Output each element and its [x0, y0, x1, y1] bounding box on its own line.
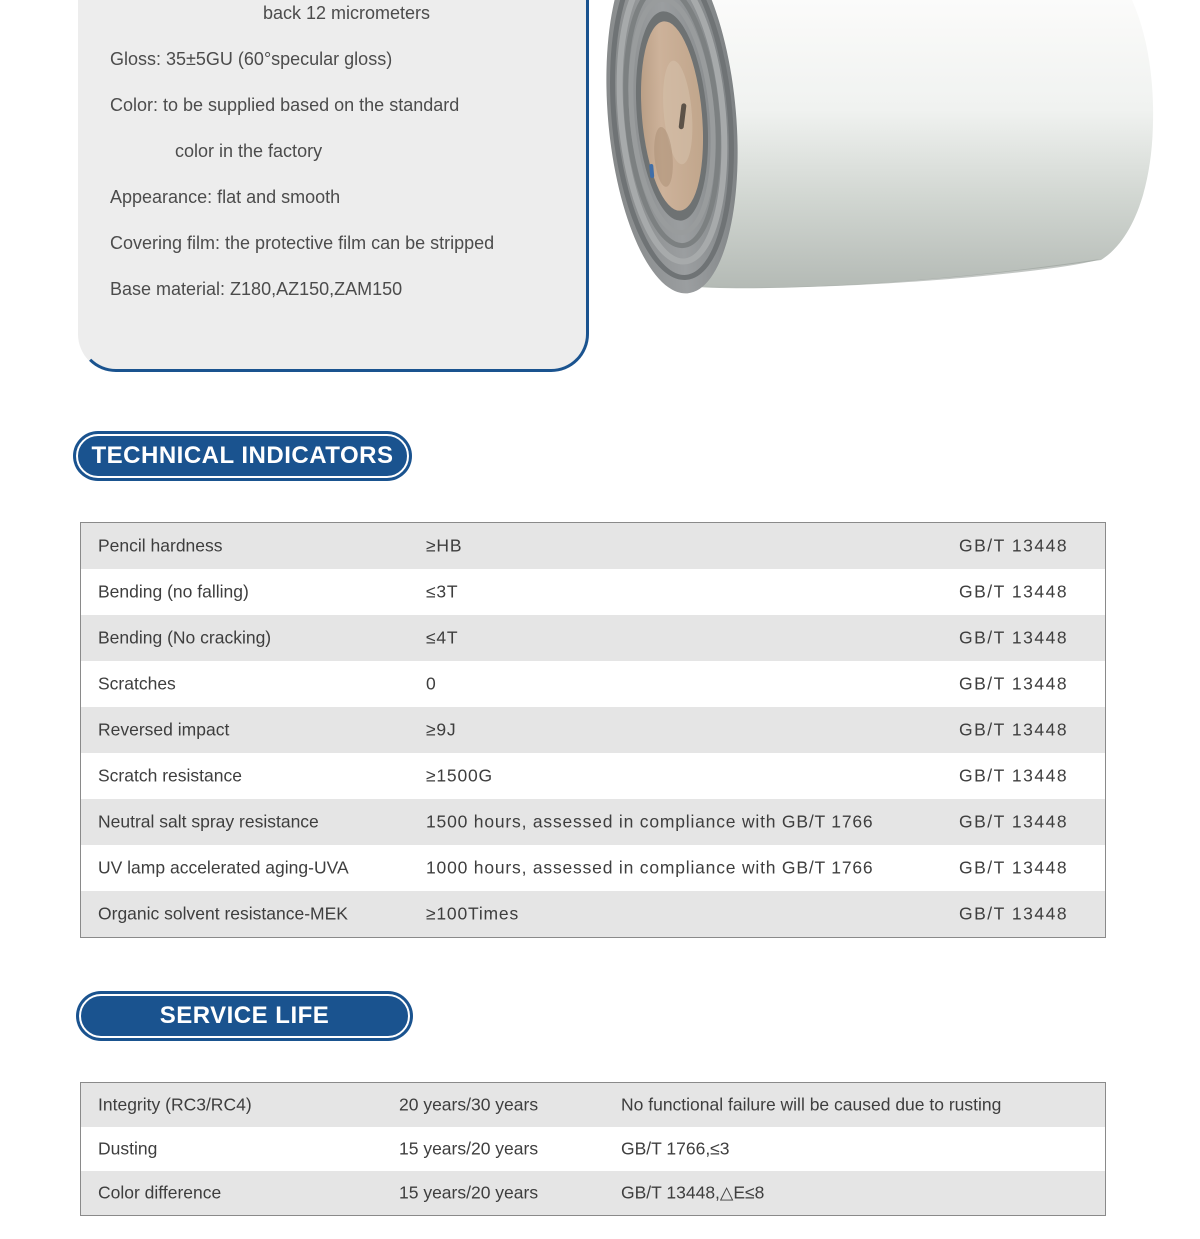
table-row — [81, 845, 1105, 891]
service-item-note: GB/T 13448,△E≤8 — [621, 1182, 765, 1203]
spec-line-gloss: Gloss: 35±5GU (60°specular gloss) — [110, 49, 393, 69]
product-spec-card — [78, 0, 589, 372]
indicator-value: ≤3T — [426, 581, 459, 602]
indicator-name: Neutral salt spray resistance — [98, 811, 319, 832]
indicator-name: Bending (No cracking) — [98, 627, 272, 648]
indicator-standard: GB/T 13448 — [959, 627, 1069, 648]
service-item-duration: 15 years/20 years — [399, 1182, 539, 1203]
table-row — [81, 1083, 1105, 1127]
service-item-duration: 20 years/30 years — [399, 1094, 539, 1115]
service-item-note: GB/T 1766,≤3 — [621, 1138, 730, 1159]
indicator-standard: GB/T 13448 — [959, 719, 1069, 740]
spec-line-base-material: Base material: Z180,AZ150,ZAM150 — [110, 279, 403, 299]
indicator-standard: GB/T 13448 — [959, 673, 1069, 694]
indicator-value: 1500 hours, assessed in compliance with GB/T 1766 — [426, 811, 874, 832]
table-row — [81, 707, 1105, 753]
table-row — [81, 1171, 1105, 1215]
indicator-name: UV lamp accelerated aging-UVA — [98, 857, 349, 878]
steel-coil-photo — [595, 0, 1175, 305]
table-row — [81, 799, 1105, 845]
indicator-standard: GB/T 13448 — [959, 811, 1069, 832]
table-row — [81, 1127, 1105, 1171]
indicator-value: ≥9J — [426, 719, 457, 740]
indicator-name: Reversed impact — [98, 719, 230, 740]
indicator-name: Bending (no falling) — [98, 581, 249, 602]
service-item-name: Integrity (RC3/RC4) — [98, 1094, 252, 1115]
service-item-name: Color difference — [98, 1182, 222, 1203]
section-badge-label: TECHNICAL INDICATORS — [91, 442, 394, 469]
spec-line-appearance: Appearance: flat and smooth — [110, 187, 341, 207]
indicator-name: Pencil hardness — [98, 535, 223, 556]
service-item-note: No functional failure will be caused due to rusting — [621, 1094, 1002, 1115]
service-item-duration: 15 years/20 years — [399, 1138, 539, 1159]
indicator-name: Scratches — [98, 673, 176, 694]
indicator-standard: GB/T 13448 — [959, 903, 1069, 924]
indicator-value: 1000 hours, assessed in compliance with GB/T 1766 — [426, 857, 874, 878]
indicator-value: ≥HB — [426, 535, 463, 556]
indicator-name: Organic solvent resistance-MEK — [98, 903, 348, 924]
indicator-standard: GB/T 13448 — [959, 581, 1069, 602]
indicator-value: ≤4T — [426, 627, 459, 648]
section-badge-service-life — [76, 991, 413, 1041]
table-row — [81, 891, 1105, 937]
table-row — [81, 523, 1105, 569]
service-item-name: Dusting — [98, 1138, 158, 1159]
spec-line-color-cont: color in the factory — [175, 141, 323, 161]
section-badge-technical-indicators — [73, 431, 412, 481]
indicator-name: Scratch resistance — [98, 765, 242, 786]
indicator-value: ≥100Times — [426, 903, 519, 924]
steel-coil-illustration — [595, 0, 1175, 305]
spec-line-covering-film: Covering film: the protective film can be stripped — [110, 233, 495, 253]
indicator-value: 0 — [426, 673, 437, 694]
indicator-standard: GB/T 13448 — [959, 765, 1069, 786]
indicator-value: ≥1500G — [426, 765, 493, 786]
table-row — [81, 661, 1105, 707]
indicator-standard: GB/T 13448 — [959, 857, 1069, 878]
service-life-table — [80, 1082, 1106, 1216]
spec-line-coating-back: back 12 micrometers — [263, 3, 431, 23]
table-row — [81, 615, 1105, 661]
spec-line-color: Color: to be supplied based on the standard — [110, 95, 460, 115]
indicator-standard: GB/T 13448 — [959, 535, 1069, 556]
table-row — [81, 569, 1105, 615]
table-row — [81, 753, 1105, 799]
section-badge-label: SERVICE LIFE — [159, 1002, 330, 1029]
technical-indicators-table — [80, 522, 1106, 938]
